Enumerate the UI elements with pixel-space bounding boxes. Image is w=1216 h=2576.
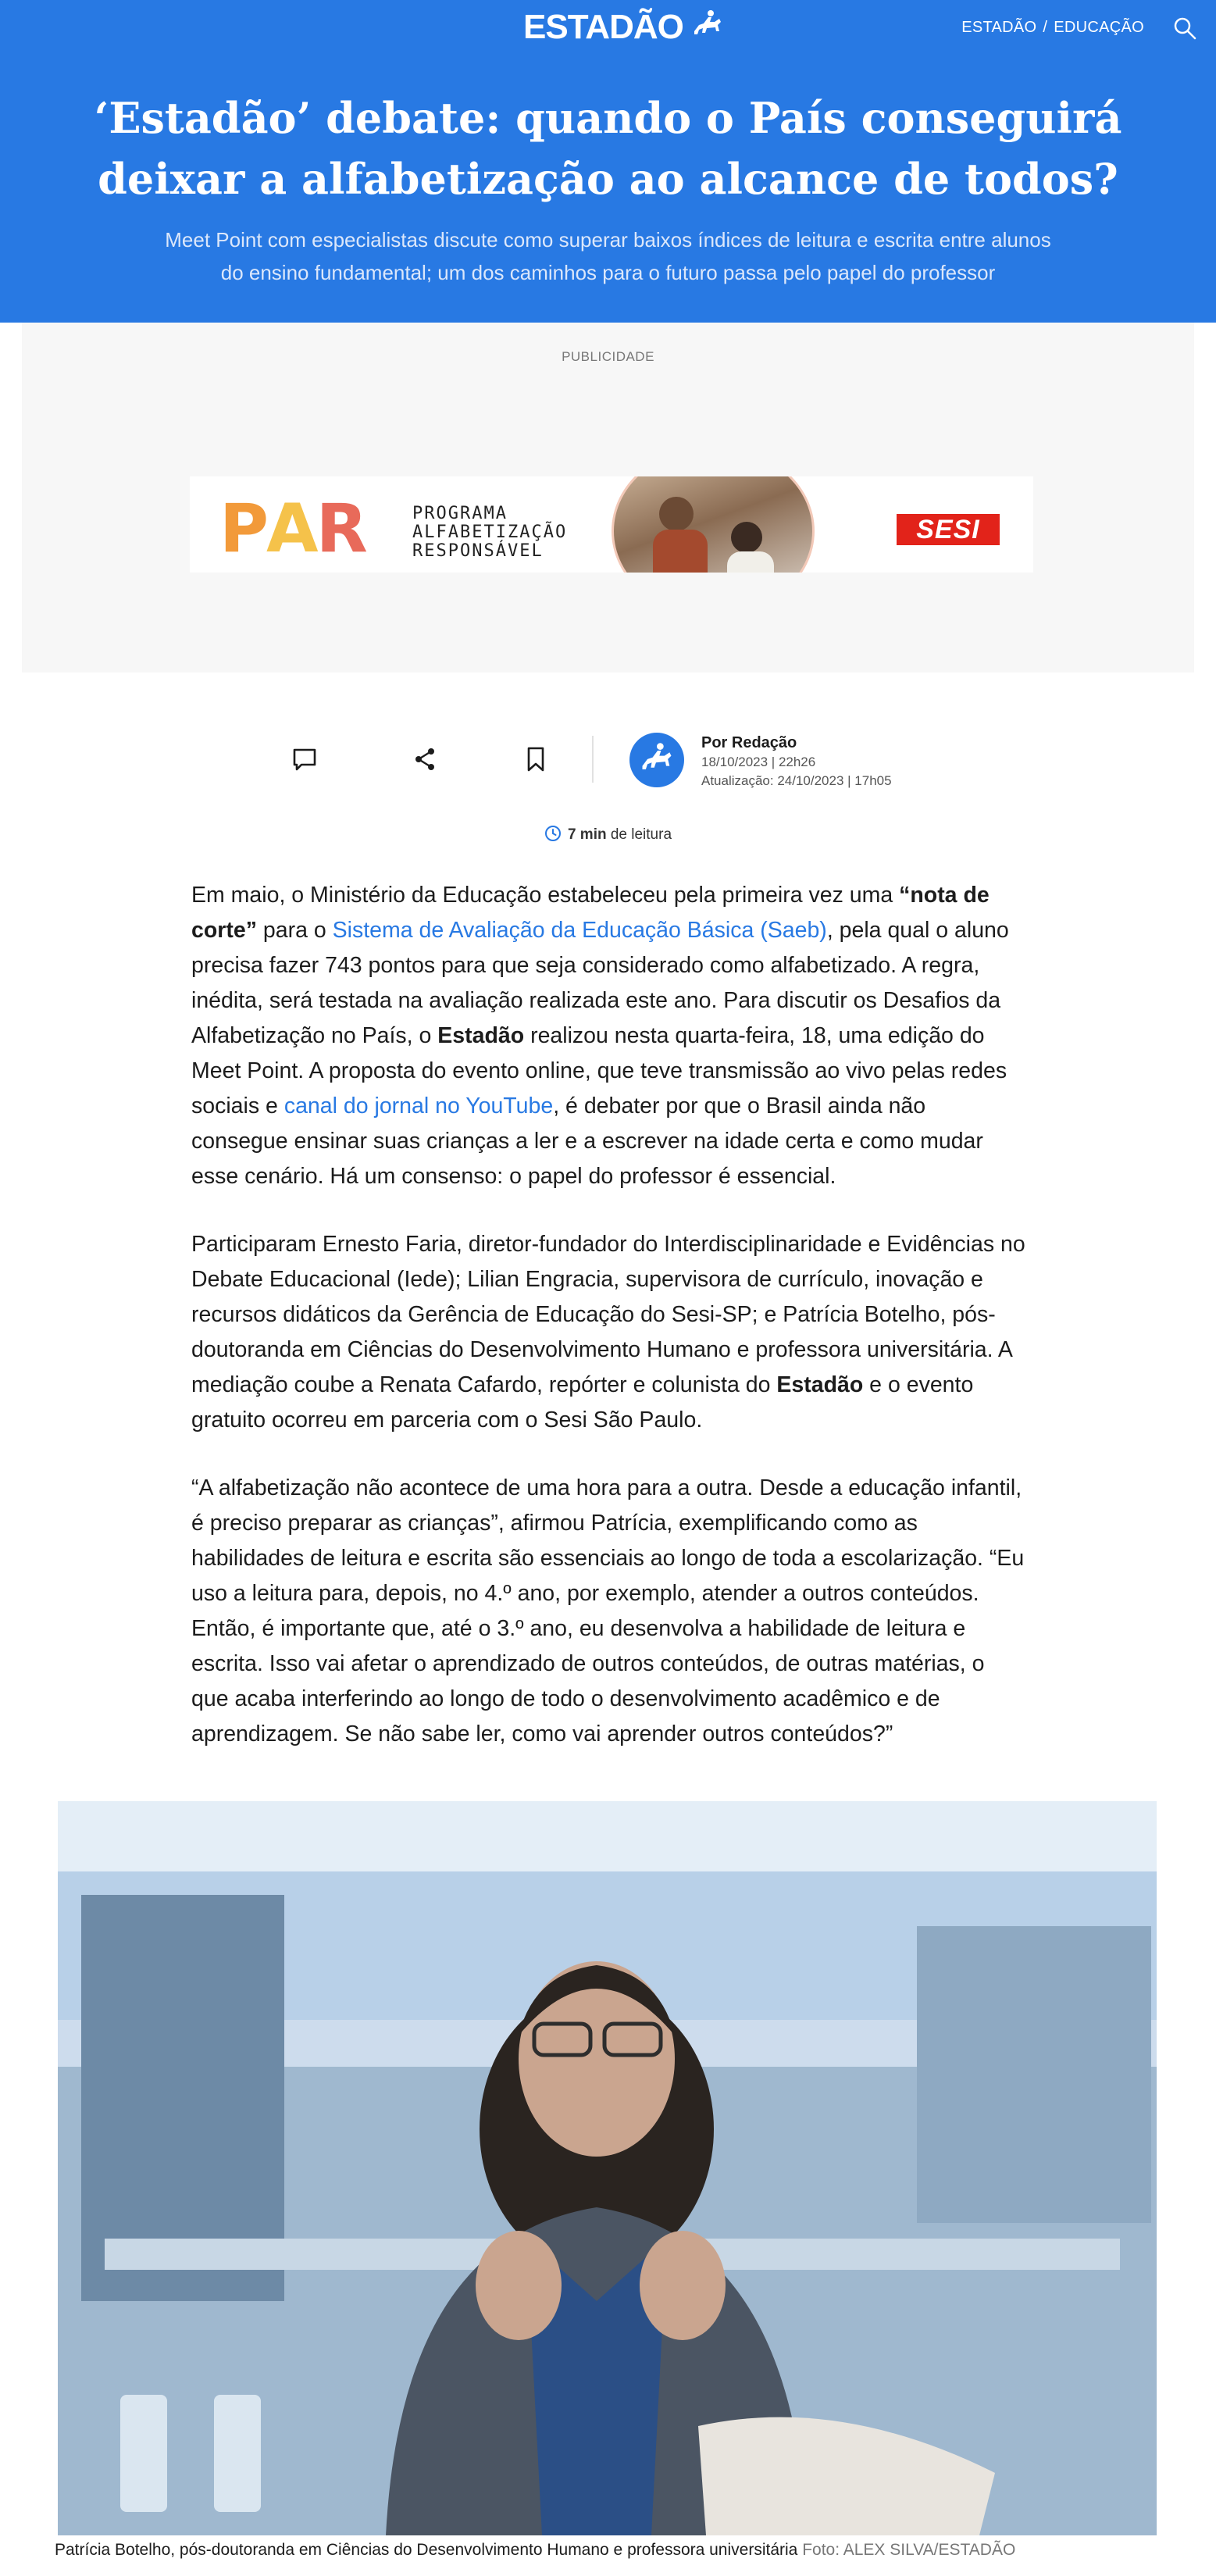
top-bar	[0, 0, 1216, 55]
paragraph-1	[191, 878, 1027, 1194]
byline	[701, 733, 892, 790]
estadao-logo[interactable]	[523, 8, 726, 47]
text: , é debater por que o Brasil ainda não consegue ensinar suas crianças a ler e a escrever na idade certa e como mudar esse cenário. Há um consenso: o papel do professor é essencial.	[191, 1094, 983, 1189]
section-breadcrumb	[961, 19, 1144, 37]
text: Participaram Ernesto Faria, diretor-fundador do Interdisciplinaridade e Evidências no Debate Educacional (Iede); Lilian Engracia, supervisora de currículo, inovação e recursos didáticos da Gerência de Educação do Sesi-SP; e Patrícia Botelho, pós-doutoranda em Ciências do Desenvolvimento Humano e professora universitária. A mediação coube a Renata Cafardo, repórter e colunista do	[191, 1232, 1025, 1397]
ad-banner[interactable]	[190, 476, 1033, 573]
article-body	[191, 878, 1027, 1785]
ad-photo	[612, 476, 908, 573]
par-logo	[219, 490, 363, 568]
share-icon	[411, 745, 439, 773]
photo-credit: Foto: ALEX SILVA/ESTADÃO	[802, 2541, 1016, 2559]
program-line-3: RESPONSÁVEL	[412, 541, 544, 561]
bookmark-button[interactable]	[519, 742, 553, 776]
saeb-link[interactable]: Sistema de Avaliação da Educação Básica (Saeb)	[332, 918, 827, 943]
text: , pela qual o aluno precisa fazer 743 pontos para que seja considerado como alfabetizado. A regra, inédita, será testada na avaliação realizada este ano. Para discutir os Desafios da Alfabetização no País, o	[191, 918, 1009, 1048]
share-button[interactable]	[408, 742, 442, 776]
text: para o	[256, 918, 333, 943]
program-line-1: PROGRAMA	[412, 504, 508, 523]
comment-icon	[291, 745, 319, 773]
advertisement-slot	[22, 323, 1194, 673]
article-title: ‘Estadão’ debate: quando o País conseguirá deixar a alfabetização ao alcance de todos?	[94, 93, 1122, 204]
article-subtitle: Meet Point com especialistas discute como superar baixos índices de leitura e escrita entre alunos do ensino fundamental; um dos caminhos para o futuro passa pelo papel do professor	[165, 228, 1051, 284]
par-letter-p: P	[219, 490, 265, 568]
par-letter-a: A	[266, 490, 314, 568]
logo-text: ESTADÃO	[523, 8, 683, 46]
bookmark-icon	[522, 745, 550, 773]
breadcrumb-educacao[interactable]: EDUCAÇÃO	[1054, 19, 1144, 36]
program-name	[412, 505, 567, 561]
program-line-2: ALFABETIZAÇÃO	[412, 523, 568, 542]
caption-text: Patrícia Botelho, pós-doutoranda em Ciências do Desenvolvimento Humano e professora universitária	[55, 2541, 798, 2559]
photo-caption	[55, 2539, 1164, 2562]
updated-date: Atualização: 24/10/2023 | 17h05	[701, 773, 892, 788]
actions-divider	[592, 736, 594, 783]
reading-suffix: de leitura	[606, 826, 672, 843]
published-date: 18/10/2023 | 22h26	[701, 755, 816, 769]
comment-button[interactable]	[287, 742, 322, 776]
horse-rider-icon	[637, 740, 676, 780]
text: realizou nesta quarta-feira, 18, uma edição do Meet Point. A proposta do evento online, que teve transmissão ao vivo pelas redes sociais e	[191, 1023, 1007, 1119]
text: Em maio, o Ministério da Educação estabeleceu pela primeira vez uma	[191, 883, 900, 908]
article-header	[0, 0, 1216, 323]
bold-text: “nota de corte”	[191, 883, 990, 943]
youtube-channel-link[interactable]: canal do jornal no YouTube	[283, 1094, 554, 1119]
paragraph-2	[191, 1227, 1027, 1438]
sesi-logo: SESI	[897, 514, 1000, 545]
reading-time	[0, 825, 1216, 844]
breadcrumb-separator: /	[1043, 19, 1048, 36]
clock-icon	[544, 825, 562, 842]
author-avatar[interactable]	[629, 733, 684, 787]
horse-rider-icon	[690, 8, 726, 48]
search-button[interactable]	[1172, 16, 1197, 41]
breadcrumb-estadao[interactable]: ESTADÃO	[961, 19, 1037, 36]
photo-illustration	[58, 1801, 1157, 2535]
ad-photo-circle	[612, 476, 815, 573]
par-letter-r: R	[316, 490, 363, 568]
author-name[interactable]: Por Redação	[701, 734, 797, 751]
article-photo[interactable]	[58, 1801, 1157, 2535]
bold-text: Estadão	[437, 1023, 525, 1048]
search-icon	[1172, 16, 1197, 41]
paragraph-3: “A alfabetização não acontece de uma hora para a outra. Desde a educação infantil, é preciso preparar as crianças”, afirmou Patrícia, exemplificando como as habilidades de leitura e escrita são essenciais ao longo de toda a escolarização. “Eu uso a leitura para, depois, no 4.º ano, por exemplo, atender a outros conteúdos. Então, é importante que, até o 3.º ano, eu desenvolva a habilidade de leitura e escrita. Isso vai afetar o aprendizado de outros conteúdos, de outras matérias, o que acaba interferindo ao longo de todo o desenvolvimento acadêmico e de aprendizagem. Se não sabe ler, como vai aprender outros conteúdos?”	[191, 1475, 1025, 1746]
reading-minutes: 7 min	[567, 826, 607, 843]
text: e o evento gratuito ocorreu em parceria com o Sesi São Paulo.	[191, 1372, 974, 1432]
ad-label: PUBLICIDADE	[562, 349, 654, 364]
bold-text: Estadão	[776, 1372, 864, 1397]
